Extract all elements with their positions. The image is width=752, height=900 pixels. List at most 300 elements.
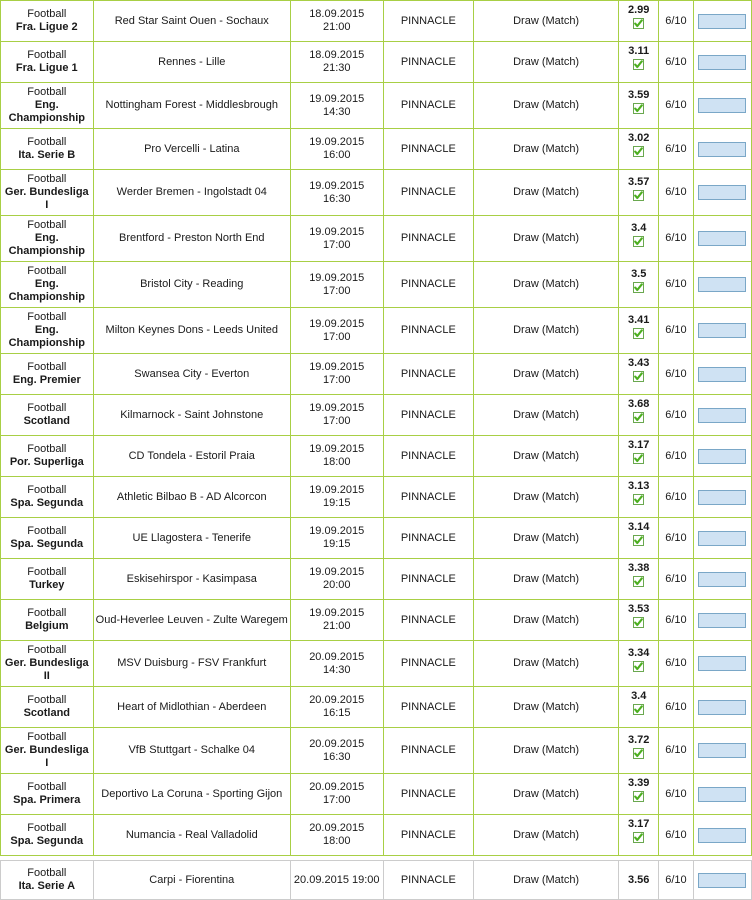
stake-cell[interactable] [693, 129, 751, 170]
event-cell[interactable]: Deportivo La Coruna - Sporting Gijon [93, 774, 290, 815]
bookmaker-cell[interactable]: PINNACLE [383, 216, 474, 262]
verified-check-icon [633, 190, 644, 201]
bookmaker-cell[interactable]: PINNACLE [383, 477, 474, 518]
sport-name: Football [27, 136, 67, 148]
sport-league-cell [1, 518, 94, 559]
sport-name: Football [27, 694, 67, 706]
event-cell[interactable]: Pro Vercelli - Latina [93, 129, 290, 170]
datetime-cell [290, 774, 383, 815]
stake-input[interactable] [698, 828, 746, 843]
verified-check-icon [633, 59, 644, 70]
odds-cell[interactable] [619, 687, 659, 728]
datetime-cell [290, 477, 383, 518]
odds-value: 3.39 [628, 777, 650, 789]
odds-value: 3.53 [628, 603, 650, 615]
stake-cell[interactable] [693, 815, 751, 856]
sport-name: Football [27, 731, 67, 743]
sport-league-cell [1, 600, 94, 641]
odds-cell[interactable] [619, 815, 659, 856]
table-row [1, 262, 752, 308]
bookmaker-cell[interactable]: PINNACLE [383, 774, 474, 815]
rating-cell: 6/10 [659, 170, 693, 216]
event-date: 20.09.2015 [309, 650, 365, 663]
odds-cell[interactable] [619, 262, 659, 308]
sport-league-cell [1, 170, 94, 216]
market-cell: Draw (Match) [474, 477, 619, 518]
league-name: Scotland [23, 707, 71, 719]
bookmaker-cell[interactable]: PINNACLE [383, 308, 474, 354]
event-time: 21:00 [322, 21, 351, 33]
bookmaker-cell[interactable]: PINNACLE [383, 262, 474, 308]
stake-input[interactable] [698, 531, 746, 546]
bookmaker-cell[interactable]: PINNACLE [383, 170, 474, 216]
datetime-cell [290, 42, 383, 83]
rating-cell: 6/10 [659, 861, 693, 900]
event-cell[interactable]: Numancia - Real Valladolid [93, 815, 290, 856]
event-date: 19.09.2015 [309, 607, 365, 619]
event-date: 19.09.2015 [309, 317, 365, 330]
sport-league-cell [1, 687, 94, 728]
odds-value: 3.4 [631, 690, 647, 702]
event-cell[interactable]: UE Llagostera - Tenerife [93, 518, 290, 559]
sport-name: Football [27, 566, 67, 578]
event-cell[interactable]: Nottingham Forest - Middlesbrough [93, 83, 290, 129]
verified-check-icon [633, 282, 644, 293]
event-time: 17:00 [322, 238, 351, 251]
stake-cell[interactable] [693, 395, 751, 436]
sport-league-cell [1, 559, 94, 600]
market-cell: Draw (Match) [474, 216, 619, 262]
sport-name: Football [27, 443, 67, 455]
stake-cell[interactable] [693, 216, 751, 262]
league-name: Spa. Segunda [10, 538, 84, 550]
event-cell[interactable]: CD Tondela - Estoril Praia [93, 436, 290, 477]
sport-league-cell [1, 42, 94, 83]
event-time: 21:30 [322, 62, 351, 74]
event-time: 19:15 [322, 538, 351, 550]
bets-table-last-row [0, 860, 752, 900]
event-date: 18.09.2015 [309, 8, 365, 20]
event-date: 20.09.2015 [309, 737, 365, 750]
event-date: 19.09.2015 [309, 402, 365, 414]
stake-cell[interactable] [693, 83, 751, 129]
market-cell: Draw (Match) [474, 262, 619, 308]
league-name: Ger. Bundesliga I [4, 744, 89, 769]
event-cell[interactable]: Oud-Heverlee Leuven - Zulte Waregem [93, 600, 290, 641]
event-time: 14:30 [322, 663, 351, 676]
verified-check-icon [633, 576, 644, 587]
event-cell[interactable]: Kilmarnock - Saint Johnstone [93, 395, 290, 436]
odds-cell[interactable] [619, 477, 659, 518]
event-date: 19.09.2015 [309, 566, 365, 578]
event-time: 17:00 [322, 284, 351, 297]
event-time: 16:00 [322, 149, 351, 161]
rating-cell: 6/10 [659, 687, 693, 728]
odds-cell[interactable] [619, 308, 659, 354]
bookmaker-cell[interactable]: PINNACLE [383, 559, 474, 600]
event-time: 16:30 [322, 192, 351, 205]
table-row [1, 308, 752, 354]
sport-name: Football [27, 361, 67, 373]
odds-cell[interactable] [619, 170, 659, 216]
league-name: Spa. Primera [13, 794, 81, 806]
event-time: 18:00 [322, 456, 351, 468]
market-cell: Draw (Match) [474, 395, 619, 436]
verified-check-icon [633, 328, 644, 339]
sport-league-cell [1, 395, 94, 436]
rating-cell: 6/10 [659, 477, 693, 518]
table-row [1, 1, 752, 42]
odds-value: 3.13 [628, 480, 650, 492]
odds-value: 3.38 [628, 562, 650, 574]
sport-league-cell [1, 129, 94, 170]
odds-value: 3.59 [628, 88, 650, 101]
rating-cell: 6/10 [659, 815, 693, 856]
market-cell: Draw (Match) [474, 42, 619, 83]
league-name: Ger. Bundesliga II [4, 657, 89, 682]
sport-league-cell [1, 774, 94, 815]
table-row [1, 83, 752, 129]
odds-cell[interactable] [619, 42, 659, 83]
event-cell[interactable]: MSV Duisburg - FSV Frankfurt [93, 641, 290, 687]
league-name: Eng. Championship [8, 232, 85, 257]
odds-value: 3.14 [628, 521, 650, 533]
bookmaker-cell[interactable]: PINNACLE [383, 641, 474, 687]
bookmaker-cell[interactable]: PINNACLE [383, 861, 474, 900]
event-date: 19.09.2015 [309, 136, 365, 148]
rating-cell: 6/10 [659, 1, 693, 42]
sport-name: Football [27, 781, 67, 793]
market-cell: Draw (Match) [474, 83, 619, 129]
market-cell: Draw (Match) [474, 436, 619, 477]
event-cell[interactable]: Bristol City - Reading [93, 262, 290, 308]
sport-league-cell [1, 354, 94, 395]
stake-input[interactable] [698, 449, 746, 464]
stake-cell[interactable] [693, 728, 751, 774]
sport-name: Football [27, 607, 67, 619]
league-name: Fra. Ligue 2 [15, 21, 78, 33]
sport-name: Football [27, 311, 67, 323]
event-cell[interactable]: Rennes - Lille [93, 42, 290, 83]
odds-cell[interactable] [619, 641, 659, 687]
rating-cell: 6/10 [659, 262, 693, 308]
verified-check-icon [633, 103, 644, 114]
stake-cell[interactable] [693, 861, 751, 900]
market-cell: Draw (Match) [474, 600, 619, 641]
market-cell: Draw (Match) [474, 308, 619, 354]
stake-input[interactable] [698, 490, 746, 505]
verified-check-icon [633, 494, 644, 505]
stake-cell[interactable] [693, 641, 751, 687]
stake-input[interactable] [698, 98, 746, 113]
league-name: Fra. Ligue 1 [15, 62, 78, 74]
stake-input[interactable] [698, 323, 746, 338]
rating-cell: 6/10 [659, 354, 693, 395]
event-time: 19:15 [322, 497, 351, 509]
event-date: 19.09.2015 [309, 525, 365, 537]
sport-name: Football [27, 644, 67, 656]
datetime-cell [290, 129, 383, 170]
sport-league-cell [1, 262, 94, 308]
bookmaker-cell[interactable]: PINNACLE [383, 1, 474, 42]
event-time: 20:00 [322, 579, 351, 591]
odds-value: 3.41 [628, 313, 650, 326]
sport-league-cell [1, 216, 94, 262]
event-cell[interactable]: VfB Stuttgart - Schalke 04 [93, 728, 290, 774]
odds-value: 3.72 [628, 733, 650, 746]
bookmaker-cell[interactable]: PINNACLE [383, 518, 474, 559]
event-cell[interactable]: Heart of Midlothian - Aberdeen [93, 687, 290, 728]
sport-name: Football [27, 49, 67, 61]
stake-input[interactable] [698, 185, 746, 200]
odds-cell[interactable] [619, 774, 659, 815]
market-cell: Draw (Match) [474, 815, 619, 856]
rating-cell: 6/10 [659, 129, 693, 170]
table-row [1, 687, 752, 728]
stake-cell[interactable] [693, 600, 751, 641]
table-row [1, 477, 752, 518]
verified-check-icon [633, 791, 644, 802]
sport-league-cell [1, 436, 94, 477]
odds-value: 3.02 [628, 132, 650, 144]
datetime-cell [290, 1, 383, 42]
table-row [1, 436, 752, 477]
event-time: 17:00 [322, 330, 351, 343]
stake-cell[interactable] [693, 354, 751, 395]
datetime-cell [290, 687, 383, 728]
table-row [1, 815, 752, 856]
stake-cell[interactable] [693, 687, 751, 728]
event-time: 18:00 [322, 835, 351, 847]
table-row [1, 42, 752, 83]
sport-league-cell [1, 477, 94, 518]
rating-cell: 6/10 [659, 436, 693, 477]
sport-name: Football [27, 173, 67, 185]
event-date: 19.09.2015 [309, 225, 365, 238]
league-name: Eng. Championship [8, 278, 85, 303]
event-date: 19.09.2015 [309, 179, 365, 192]
event-cell[interactable]: Carpi - Fiorentina [93, 861, 290, 900]
stake-cell[interactable] [693, 308, 751, 354]
market-cell: Draw (Match) [474, 861, 619, 900]
datetime-cell [290, 308, 383, 354]
odds-cell[interactable] [619, 1, 659, 42]
stake-input[interactable] [698, 656, 746, 671]
verified-check-icon [633, 412, 644, 423]
stake-input[interactable] [698, 14, 746, 29]
league-name: Turkey [29, 579, 65, 591]
rating-cell: 6/10 [659, 216, 693, 262]
verified-check-icon [633, 832, 644, 843]
sport-name: Football [27, 867, 67, 879]
event-date: 19.09.2015 [309, 92, 365, 105]
event-date: 19.09.2015 [309, 443, 365, 455]
stake-input[interactable] [698, 408, 746, 423]
table-row [1, 354, 752, 395]
odds-value: 3.4 [631, 221, 647, 234]
rating-cell: 6/10 [659, 395, 693, 436]
table-row [1, 216, 752, 262]
odds-cell[interactable] [619, 129, 659, 170]
verified-check-icon [633, 617, 644, 628]
event-date: 18.09.2015 [309, 49, 365, 61]
event-date: 19.09.2015 [309, 271, 365, 284]
verified-check-icon [633, 661, 644, 672]
verified-check-icon [633, 236, 644, 247]
odds-value: 3.5 [631, 267, 647, 280]
datetime-cell [290, 728, 383, 774]
market-cell: Draw (Match) [474, 129, 619, 170]
odds-value: 3.34 [628, 646, 650, 659]
event-time: 21:00 [322, 620, 351, 632]
odds-cell[interactable] [619, 436, 659, 477]
bookmaker-cell[interactable]: PINNACLE [383, 436, 474, 477]
stake-input[interactable] [698, 613, 746, 628]
stake-input[interactable] [698, 55, 746, 70]
stake-cell[interactable] [693, 170, 751, 216]
odds-value: 3.17 [628, 439, 650, 451]
event-cell[interactable]: Red Star Saint Ouen - Sochaux [93, 1, 290, 42]
odds-cell[interactable] [619, 354, 659, 395]
sport-league-cell [1, 83, 94, 129]
odds-cell[interactable] [619, 395, 659, 436]
league-name: Eng. Championship [8, 324, 85, 349]
stake-input[interactable] [698, 572, 746, 587]
league-name: Eng. Championship [8, 99, 85, 124]
table-row [1, 774, 752, 815]
league-name: Spa. Segunda [10, 497, 84, 509]
datetime-cell [290, 518, 383, 559]
rating-cell: 6/10 [659, 559, 693, 600]
sport-name: Football [27, 8, 67, 20]
sport-name: Football [27, 822, 67, 834]
bookmaker-cell[interactable]: PINNACLE [383, 354, 474, 395]
event-date: 19.09.2015 [309, 361, 365, 373]
table-row [1, 129, 752, 170]
odds-cell[interactable] [619, 559, 659, 600]
stake-input[interactable] [698, 231, 746, 246]
odds-cell[interactable] [619, 600, 659, 641]
bookmaker-cell[interactable]: PINNACLE [383, 42, 474, 83]
sport-league-cell [1, 1, 94, 42]
bookmaker-cell[interactable]: PINNACLE [383, 83, 474, 129]
table-row [1, 559, 752, 600]
event-time: 17:00 [322, 794, 351, 806]
stake-cell[interactable] [693, 42, 751, 83]
table-row [1, 395, 752, 436]
market-cell: Draw (Match) [474, 170, 619, 216]
datetime-cell [290, 395, 383, 436]
market-cell: Draw (Match) [474, 559, 619, 600]
table-row [1, 728, 752, 774]
event-cell[interactable]: Milton Keynes Dons - Leeds United [93, 308, 290, 354]
sport-name: Football [27, 402, 67, 414]
rating-cell: 6/10 [659, 308, 693, 354]
bookmaker-cell[interactable]: PINNACLE [383, 395, 474, 436]
stake-cell[interactable] [693, 559, 751, 600]
bookmaker-cell[interactable]: PINNACLE [383, 728, 474, 774]
bookmaker-cell[interactable]: PINNACLE [383, 129, 474, 170]
event-date: 20.09.2015 [309, 822, 365, 834]
odds-cell[interactable] [619, 728, 659, 774]
sport-league-cell [1, 308, 94, 354]
event-time: 17:00 [322, 415, 351, 427]
sport-league-cell [1, 861, 94, 900]
event-cell[interactable]: Swansea City - Everton [93, 354, 290, 395]
stake-input[interactable] [698, 873, 746, 888]
stake-input[interactable] [698, 277, 746, 292]
stake-cell[interactable] [693, 436, 751, 477]
sport-name: Football [27, 265, 67, 277]
stake-input[interactable] [698, 743, 746, 758]
event-time: 16:30 [322, 750, 351, 763]
event-date: 20.09.2015 [309, 781, 365, 793]
market-cell: Draw (Match) [474, 728, 619, 774]
league-name: Ger. Bundesliga I [4, 186, 89, 211]
league-name: Spa. Segunda [10, 835, 84, 847]
stake-cell[interactable] [693, 1, 751, 42]
odds-value: 3.56 [628, 873, 650, 886]
verified-check-icon [633, 18, 644, 29]
event-date: 19.09.2015 [309, 484, 365, 496]
rating-cell: 6/10 [659, 42, 693, 83]
event-time: 16:15 [322, 707, 351, 719]
rating-cell: 6/10 [659, 641, 693, 687]
market-cell: Draw (Match) [474, 354, 619, 395]
odds-value: 3.11 [628, 45, 650, 57]
sport-name: Football [27, 525, 67, 537]
league-name: Ita. Serie B [18, 149, 76, 161]
verified-check-icon [633, 704, 644, 715]
verified-check-icon [633, 453, 644, 464]
datetime-cell: 20.09.2015 19:00 [290, 861, 383, 900]
sport-name: Football [27, 219, 67, 231]
rating-cell: 6/10 [659, 600, 693, 641]
stake-cell[interactable] [693, 262, 751, 308]
event-time: 17:00 [322, 374, 351, 386]
stake-cell[interactable] [693, 774, 751, 815]
league-name: Belgium [25, 620, 69, 632]
datetime-cell [290, 83, 383, 129]
bookmaker-cell[interactable]: PINNACLE [383, 600, 474, 641]
datetime-cell [290, 641, 383, 687]
stake-input[interactable] [698, 142, 746, 157]
odds-value: 2.99 [628, 4, 650, 16]
market-cell: Draw (Match) [474, 1, 619, 42]
event-cell[interactable]: Werder Bremen - Ingolstadt 04 [93, 170, 290, 216]
odds-cell[interactable] [619, 861, 659, 900]
datetime-cell [290, 262, 383, 308]
bookmaker-cell[interactable]: PINNACLE [383, 687, 474, 728]
bookmaker-cell[interactable]: PINNACLE [383, 815, 474, 856]
table-row [1, 518, 752, 559]
odds-cell[interactable] [619, 518, 659, 559]
datetime-cell [290, 170, 383, 216]
event-cell[interactable]: Brentford - Preston North End [93, 216, 290, 262]
event-cell[interactable]: Athletic Bilbao B - AD Alcorcon [93, 477, 290, 518]
odds-cell[interactable] [619, 216, 659, 262]
event-cell[interactable]: Eskisehirspor - Kasimpasa [93, 559, 290, 600]
verified-check-icon [633, 371, 644, 382]
stake-cell[interactable] [693, 477, 751, 518]
stake-input[interactable] [698, 700, 746, 715]
market-cell: Draw (Match) [474, 687, 619, 728]
stake-cell[interactable] [693, 518, 751, 559]
stake-input[interactable] [698, 787, 746, 802]
odds-cell[interactable] [619, 83, 659, 129]
table-row [1, 170, 752, 216]
stake-input[interactable] [698, 367, 746, 382]
